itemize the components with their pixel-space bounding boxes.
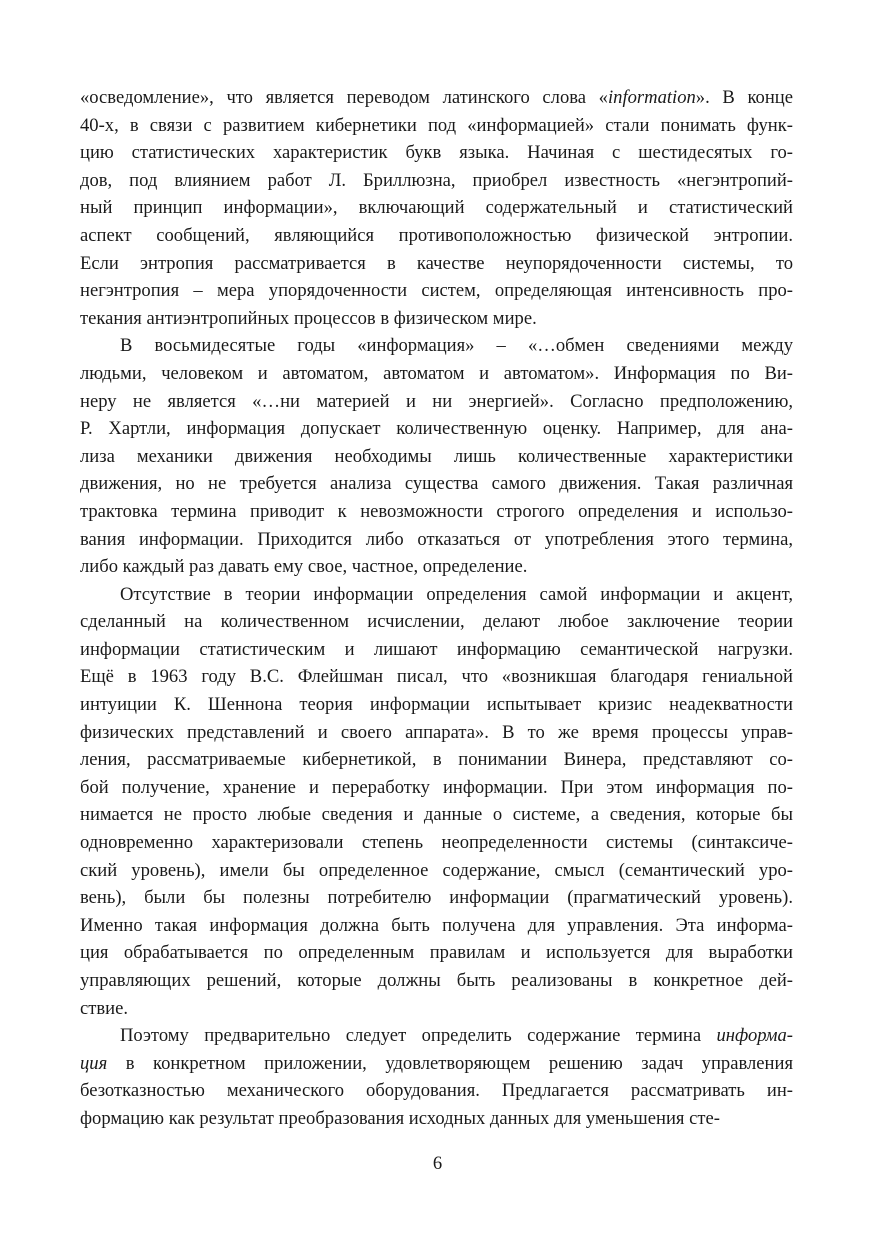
emphasized-term: information — [607, 87, 696, 108]
page-number: 6 — [432, 1153, 443, 1174]
text-run: информации статистическим и лишают информацию семантической нагрузки. — [80, 638, 793, 660]
text-run: людьми, человеком и автоматом, автоматом и автоматом». Информация по Ви- — [80, 362, 793, 384]
text-line — [80, 1105, 793, 1133]
text-line — [80, 1050, 793, 1078]
text-line — [80, 250, 793, 278]
text-line — [80, 167, 793, 195]
text-line — [80, 719, 793, 747]
paragraph — [80, 581, 793, 1023]
text-line — [80, 305, 793, 333]
text-run: физических представлений и своего аппарата». В то же время процессы управ- — [80, 721, 793, 743]
text-run: «осведомление», что является переводом латинского слова « — [80, 87, 608, 108]
text-line — [80, 746, 793, 774]
text-run: текания антиэнтропийных процессов в физическом мире. — [80, 307, 537, 329]
text-run: бой получение, хранение и переработку информации. При этом информация по- — [80, 776, 793, 798]
text-run: Если энтропия рассматривается в качестве неупорядоченности системы, то — [80, 252, 793, 274]
text-run: Р. Хартли, информация допускает количественную оценку. Например, для ана- — [80, 418, 793, 440]
text-run: безотказностью механического оборудования. Предлагается рассматривать ин- — [80, 1080, 793, 1102]
text-run: управляющих решений, которые должны быть реализованы в конкретное дей- — [80, 970, 793, 991]
text-run: цию статистических характеристик букв языка. Начиная с шестидесятых го- — [80, 142, 793, 164]
text-line — [80, 857, 793, 885]
text-run: вень), были бы полезны потребителю информации (прагматический уровень). — [80, 887, 793, 909]
text-line — [80, 277, 793, 305]
text-run: ствие. — [80, 997, 129, 1019]
text-run: трактовка термина приводит к невозможности строгого определения и использо- — [80, 500, 793, 522]
text-line — [80, 581, 793, 609]
text-line — [80, 415, 793, 443]
text-run: нимается не просто любые сведения и данные о системе, а сведения, которые бы — [80, 804, 793, 826]
text-line — [80, 498, 793, 526]
text-line — [80, 912, 793, 940]
text-run: вания информации. Приходится либо отказаться от употребления этого термина, — [80, 528, 793, 550]
text-run: 40-х, в связи с развитием кибернетики под «информацией» стали понимать функ- — [80, 114, 793, 136]
text-line — [80, 222, 793, 250]
text-run: ления, рассматриваемые кибернетикой, в понимании Винера, представляют со- — [80, 749, 793, 771]
emphasized-term: информа- — [716, 1025, 793, 1047]
text-line — [80, 829, 793, 857]
text-run: Ещё в 1963 году В.С. Флейшман писал, что «возникшая благодаря гениальной — [80, 666, 793, 688]
text-run: движения, но не требуется анализа существа самого движения. Такая различная — [80, 473, 793, 495]
text-line — [80, 526, 793, 554]
text-run: интуиции К. Шеннона теория информации испытывает кризис неадекватности — [80, 694, 793, 716]
text-line — [80, 470, 793, 498]
text-line — [80, 939, 793, 967]
text-run: лиза механики движения необходимы лишь количественные характеристики — [80, 445, 793, 467]
text-run: Именно такая информация должна быть получена для управления. Эта информа- — [80, 914, 793, 936]
text-run: Поэтому предварительно следует определить содержание термина — [120, 1025, 717, 1047]
text-line — [80, 553, 793, 581]
text-line — [80, 967, 793, 995]
paragraph — [80, 1022, 793, 1132]
text-run: негэнтропия – мера упорядоченности систем, определяющая интенсивность про- — [80, 280, 793, 302]
text-run: Отсутствие в теории информации определения самой информации и акцент, — [120, 583, 793, 605]
text-line — [80, 84, 793, 112]
text-run: ция обрабатывается по определенным правилам и используется для выработки — [80, 942, 793, 964]
text-line — [80, 332, 793, 360]
text-line — [80, 443, 793, 471]
text-line — [80, 194, 793, 222]
text-run: аспект сообщений, являющийся противоположностью физической энтропии. — [80, 224, 793, 246]
text-run: В восьмидесятые годы «информация» – «…обмен сведениями между — [120, 335, 793, 357]
paragraph — [80, 332, 793, 580]
text-run: сделанный на количественном исчислении, делают любое заключение теории — [80, 611, 793, 633]
text-line — [80, 139, 793, 167]
text-run: формацию как результат преобразования исходных данных для уменьшения сте- — [80, 1107, 720, 1129]
text-run: либо каждый раз давать ему свое, частное, определение. — [80, 556, 528, 578]
text-line — [80, 1022, 793, 1050]
text-line — [80, 884, 793, 912]
text-line — [80, 691, 793, 719]
text-line — [80, 636, 793, 664]
text-run: в конкретном приложении, удовлетворяющем решению задач управления — [107, 1052, 793, 1074]
text-line — [80, 995, 793, 1023]
text-line — [80, 112, 793, 140]
text-line — [80, 608, 793, 636]
body-text — [80, 84, 793, 1133]
text-run: одновременно характеризовали степень неопределенности системы (синтаксиче- — [80, 832, 793, 854]
text-run: ный принцип информации», включающий содержательный и статистический — [80, 197, 793, 219]
emphasized-term: ция — [80, 1052, 108, 1074]
text-line — [80, 801, 793, 829]
text-line — [80, 388, 793, 416]
text-line — [80, 360, 793, 388]
text-line — [80, 1077, 793, 1105]
text-run: ский уровень), имели бы определенное содержание, смысл (семантический уро- — [80, 859, 793, 881]
text-line — [80, 774, 793, 802]
paragraph — [80, 84, 793, 332]
text-run: дов, под влиянием работ Л. Бриллюзна, приобрел известность «негэнтропий- — [80, 169, 793, 191]
text-run: ». В конце — [695, 87, 793, 108]
text-line — [80, 663, 793, 691]
text-run: неру не является «…ни материей и ни энергией». Согласно предположению, — [80, 390, 793, 412]
